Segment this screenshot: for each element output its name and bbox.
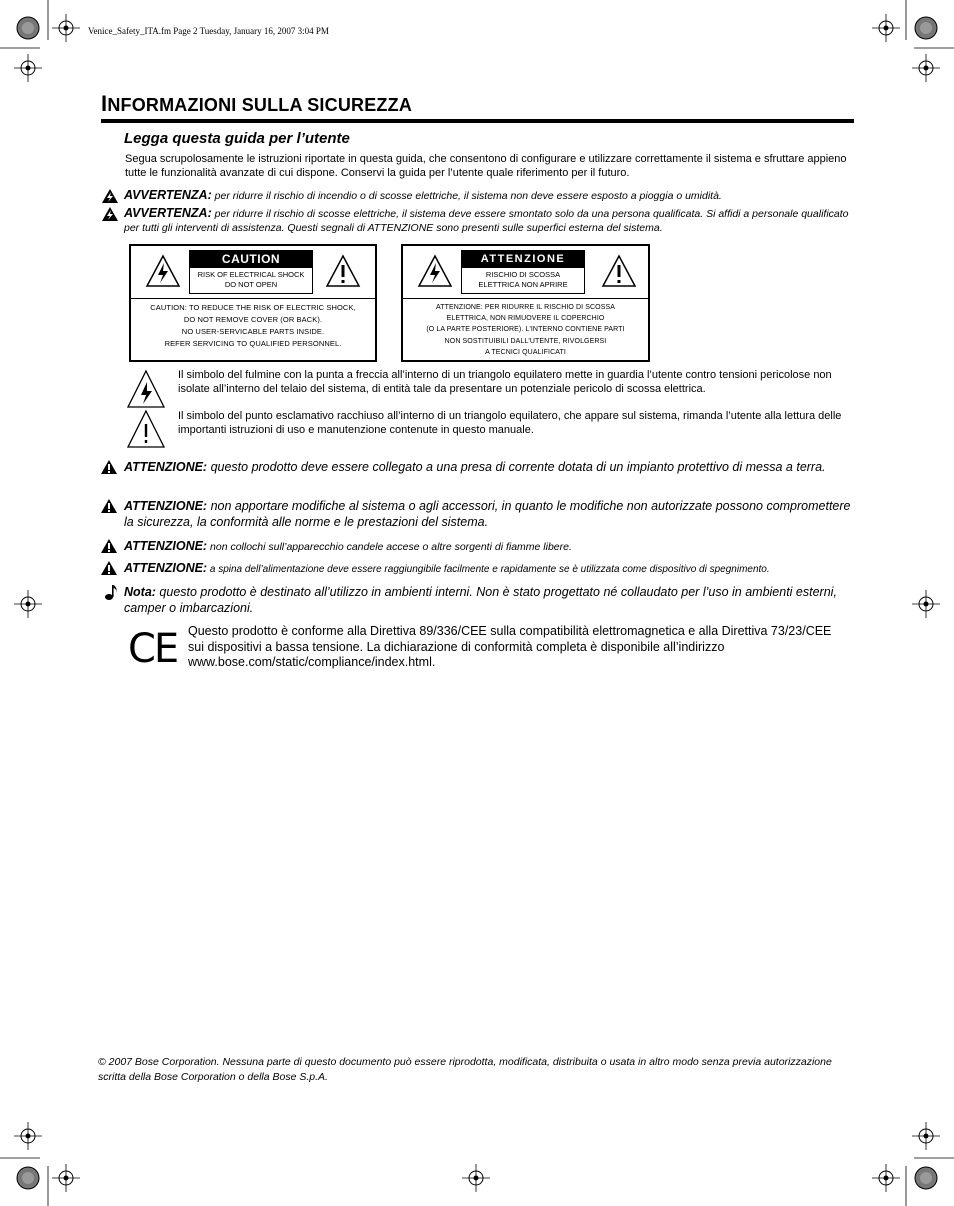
attention-2-text: non apportare modifiche al sistema o agli accessori, in quanto le modifiche non autorizzate possono compromettere la sicurezza, la conformità alle norme e le prestazioni del sistema.	[124, 499, 851, 529]
warning-2-label: AVVERTENZA:	[124, 206, 212, 220]
warning-icon	[101, 206, 119, 222]
warning-1-text: per ridurre il rischio di incendio o di scosse elettriche, il sistema non deve essere esposto a pioggia o umidità.	[211, 190, 722, 202]
attention-4-text: a spina dell’alimentazione deve essere raggiungibile facilmente e rapidamente se è utilizzata come dispositivo di spegnimento.	[207, 564, 770, 575]
ce-mark-logo: CE	[128, 626, 178, 672]
caution-label-body	[131, 302, 375, 350]
attenzione-label	[401, 244, 650, 362]
warning-1	[124, 188, 854, 203]
warning-icon	[100, 459, 118, 475]
caution-label-head: CAUTION	[190, 251, 312, 268]
note-text: questo prodotto è destinato all’utilizzo in ambienti interni. Non è stato progettato né collaudato per l’uso in ambienti esterni, camper o imbarcazioni.	[124, 585, 837, 615]
file-header: Venice_Safety_ITA.fm Page 2 Tuesday, January 16, 2007 3:04 PM	[88, 26, 329, 36]
exclamation-triangle-icon	[601, 253, 637, 289]
warning-2	[124, 206, 854, 235]
caution-body-line: NO USER-SERVICABLE PARTS INSIDE.	[181, 327, 325, 336]
lightning-triangle-icon	[126, 369, 166, 409]
caution-body-line: DO NOT REMOVE COVER (OR BACK).	[183, 315, 323, 324]
music-note-icon	[104, 583, 120, 601]
caution-label-center	[189, 250, 313, 294]
intro-paragraph: Segua scrupolosamente le istruzioni riportate in questa guida, che consentono di configurare e utilizzare correttamente il sistema e sfruttare appieno tutte le funzionalità avanzate di cui dispone. Conservi la guida per l’utente quale riferimento per il futuro.	[125, 153, 847, 179]
section-subtitle: Legga questa guida per l’utente	[124, 130, 350, 147]
attention-2-label: ATTENZIONE:	[124, 499, 208, 513]
caution-body-line: CAUTION: TO REDUCE THE RISK OF ELECTRIC SHOCK,	[150, 303, 356, 312]
page-title-initial: I	[101, 91, 108, 116]
warning-1-label: AVVERTENZA:	[124, 188, 212, 202]
exclamation-symbol-text: Il simbolo del punto esclamativo racchiuso all’interno di un triangolo equilatero, che appare sul sistema, rimanda l’utente alla lettura delle importanti istruzioni di uso e manutenzione contenute in questo manuale.	[178, 410, 842, 436]
caution-body-line: REFER SERVICING TO QUALIFIED PERSONNEL.	[164, 339, 342, 348]
caution-label-sub-2: DO NOT OPEN	[224, 280, 278, 289]
warning-icon	[100, 498, 118, 514]
warning-icon	[100, 538, 118, 554]
attention-3-label: ATTENZIONE:	[124, 539, 208, 553]
caution-label	[129, 244, 377, 362]
attention-4-label: ATTENZIONE:	[124, 561, 208, 575]
page-title	[101, 91, 412, 117]
attenzione-label-sub-2: ELETTRICA NON APRIRE	[478, 280, 568, 289]
title-rule	[101, 119, 854, 123]
lightning-triangle-icon	[145, 253, 181, 289]
warning-2-text: per ridurre il rischio di scosse elettriche, il sistema deve essere smontato solo da una persona qualificata. Si affidi a personale qualificato per tutti gli interventi di assistenza. Questi segnali di ATTENZIONE sono presenti sulle superfici esterna del sistema.	[124, 208, 849, 234]
caution-label-sub-1: RISK OF ELECTRICAL SHOCK	[197, 270, 305, 279]
copyright-footer: © 2007 Bose Corporation. Nessuna parte di questo documento può essere riprodotta, modificata, distribuita o usata in altro modo senza previa autorizzazione scritta della Bose Corporation o della Bose S.p.A.	[98, 1056, 832, 1083]
warning-icon	[100, 560, 118, 576]
attention-2	[124, 498, 854, 530]
attention-1-label: ATTENZIONE:	[124, 460, 208, 474]
attenzione-label-body	[403, 302, 648, 358]
warning-icon	[101, 188, 119, 204]
attention-4	[124, 560, 859, 578]
attention-3	[124, 538, 854, 555]
note	[124, 584, 854, 616]
lightning-symbol-text: Il simbolo del fulmine con la punta a freccia all’interno di un triangolo equilatero mette in guardia l’utente contro tensioni pericolose non isolate all’interno del telaio del sistema, di entità tale da presentare un potenziale pericolo di scossa elettrica.	[178, 369, 832, 395]
attenzione-body-line: NON SOSTITUIBILI DALL'UTENTE, RIVOLGERSI	[444, 337, 607, 345]
note-label: Nota:	[124, 585, 156, 599]
attention-3-text: non collochi sull’apparecchio candele accese o altre sorgenti di fiamme libere.	[207, 541, 572, 553]
attenzione-body-line: (O LA PARTE POSTERIORE). L'INTERNO CONTIENE PARTI	[426, 326, 625, 334]
exclamation-triangle-icon	[325, 253, 361, 289]
attention-1-text: questo prodotto deve essere collegato a una presa di corrente dotata di un impianto protettivo di messa a terra.	[207, 460, 826, 474]
ce-compliance-text: Questo prodotto è conforme alla Direttiva 89/336/CEE sulla compatibilità elettromagnetica e alla Direttiva 73/23/CEE sui dispositivi a bassa tensione. La dichiarazione di conformità completa è disponibile all’indirizzo www.bose.com/static/compliance/index.html.	[188, 624, 832, 669]
lightning-triangle-icon	[417, 253, 453, 289]
attenzione-label-head: ATTENZIONE	[462, 251, 584, 268]
attenzione-body-line: A TECNICI QUALIFICATI	[485, 348, 566, 356]
attenzione-label-center	[461, 250, 585, 294]
attenzione-label-top	[403, 246, 648, 299]
page-title-rest: NFORMAZIONI SULLA SICUREZZA	[107, 95, 413, 115]
exclamation-triangle-icon	[126, 409, 166, 449]
attenzione-body-line: ELETTRICA, NON RIMUOVERE IL COPERCHIO	[446, 315, 605, 323]
caution-label-top	[131, 246, 375, 299]
attenzione-label-sub-1: RISCHIO DI SCOSSA	[485, 270, 561, 279]
attenzione-body-line: ATTENZIONE: PER RIDURRE IL RISCHIO DI SCOSSA	[435, 304, 616, 311]
attention-1	[124, 459, 854, 475]
